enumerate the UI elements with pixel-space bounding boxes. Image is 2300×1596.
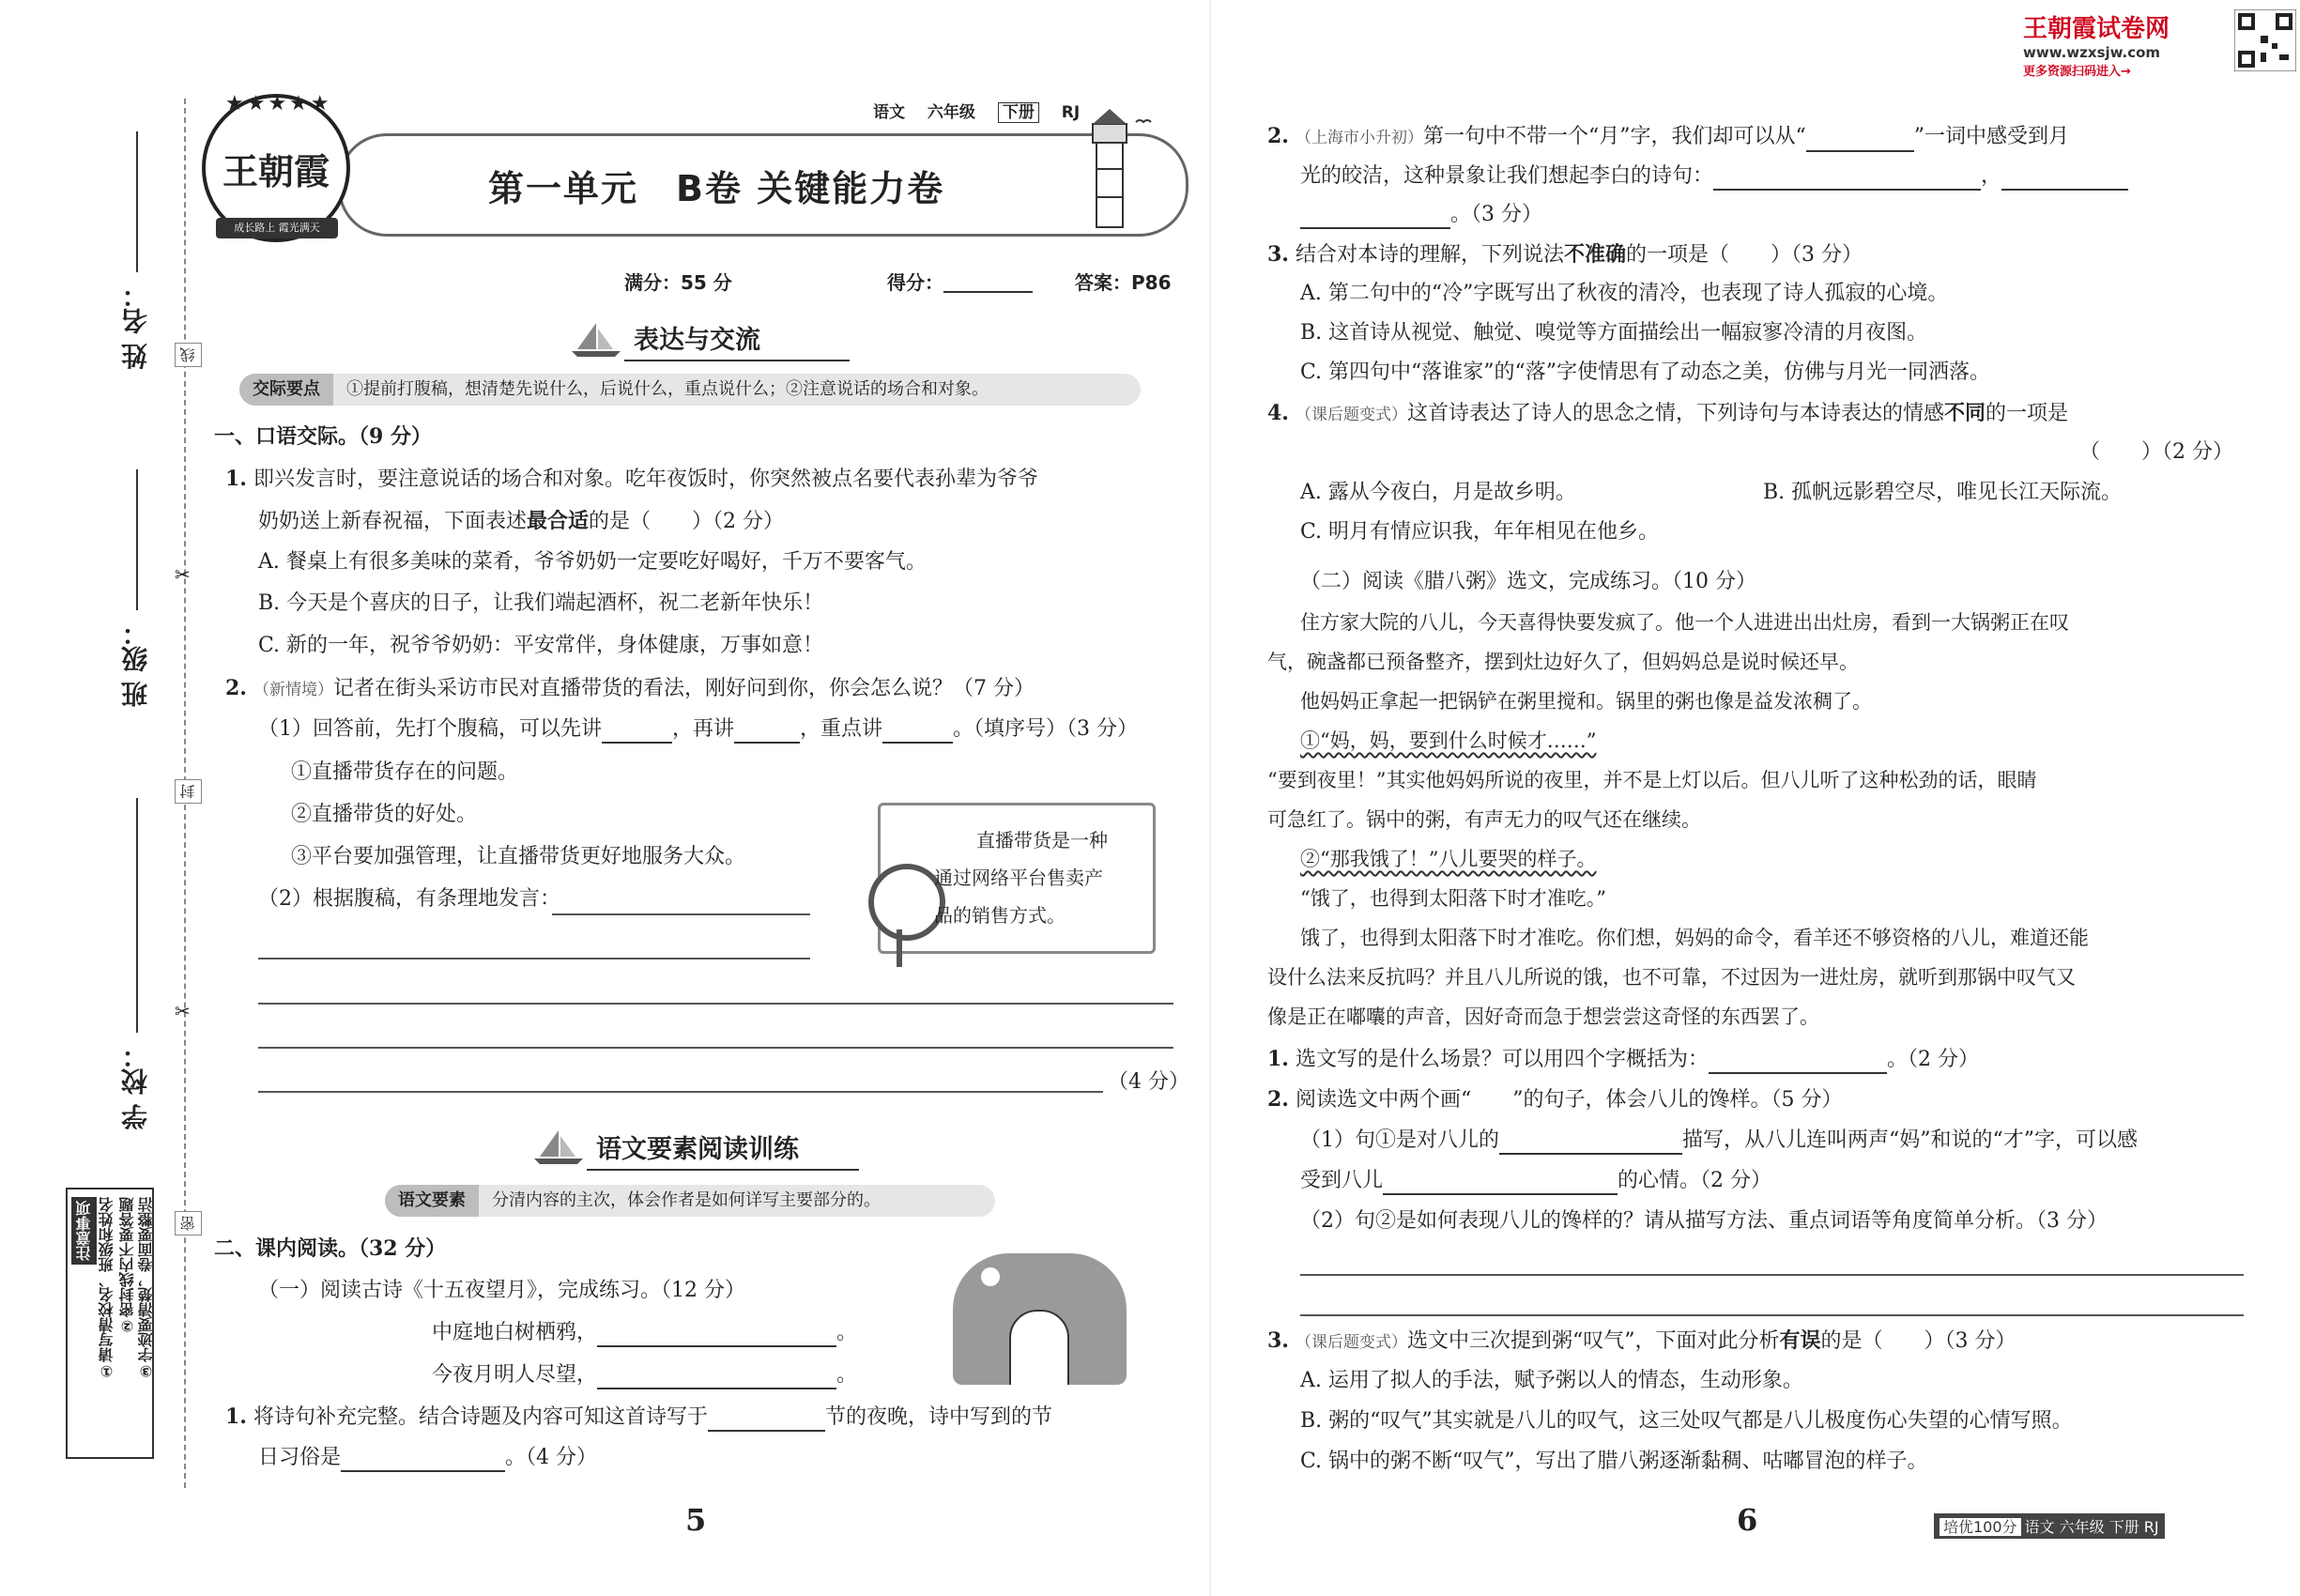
- footer-tag: [1934, 1513, 2165, 1539]
- question-text: 2. （上海市小升初）第一句中不带一个“月”字，我们却可以从“ ”一词中感受到月: [1267, 122, 2069, 152]
- class-field[interactable]: [136, 469, 138, 610]
- passage-line: 设什么法来反抗吗？并且八儿所说的饿，也不可靠，不过因为一进灶房，就听到那锅中叹气又: [1267, 966, 2076, 989]
- passage-line: 饿了，也得到太阳落下时才准吃。你们想，妈妈的命令，看羊还不够资格的八儿，难道还能: [1300, 927, 2089, 949]
- page-title: 第一单元 B卷 关键能力卷: [488, 168, 945, 209]
- qr-code-icon[interactable]: [2234, 9, 2296, 71]
- section-title: [596, 1128, 799, 1165]
- edition: RJ: [1061, 103, 1081, 122]
- question-text: 1. 选文写的是什么场景？可以用四个字概括为： 。（2 分）: [1267, 1045, 1979, 1074]
- tip-text: 分清内容的主次，体会作者是如何详写主要部分的。: [492, 1190, 881, 1210]
- passage-line: 他妈妈正拿起一把锅铲在粥里搅和。锅里的粥也像是益发浓稠了。: [1300, 690, 1872, 713]
- full-score: 满分：55 分: [624, 271, 732, 294]
- logo-motto: 成长路上 霞光满天: [216, 218, 338, 238]
- stand-icon: [897, 929, 902, 967]
- list-item: ②直播带货的好处。: [291, 803, 478, 826]
- brand-slogan: 更多资源扫码进入→: [2023, 65, 2131, 79]
- question-heading: 二、课内阅读。（32 分）: [214, 1236, 447, 1261]
- passage-line: 住方家大院的八儿，今天喜得快要发疯了。他一个人进进出出灶房，看到一大锅粥正在叹: [1300, 611, 2069, 634]
- score-note: （4 分）: [1108, 1070, 1189, 1094]
- sailboat-icon: [568, 319, 624, 359]
- tip-bar: [239, 374, 1141, 406]
- tip-tag: 语文要素: [385, 1185, 479, 1217]
- footer-series: 培优100分: [1940, 1518, 2021, 1536]
- question-text: （1）句①是对八儿的 描写，从八儿连叫两声“妈”和说的“才”字，可以感: [1300, 1127, 2138, 1155]
- tip-tag: 交际要点: [239, 374, 333, 406]
- question-text: 。（3 分）: [1300, 201, 1542, 229]
- cut-mark: 封: [175, 779, 202, 804]
- brand-name: 王朝霞试卷网: [2023, 15, 2170, 43]
- passage-line: “要到夜里！”其实他妈妈所说的夜里，并不是上灯以后。但八儿听了这种松劲的话，眼睛: [1267, 769, 2037, 791]
- answer-line[interactable]: [552, 913, 810, 915]
- passage-line-marked: ②“那我饿了！”八儿要哭的样子。: [1300, 848, 1597, 870]
- class-label: 班 级：: [120, 620, 151, 708]
- poem-line: 中庭地白树栖鸦， 。: [432, 1319, 857, 1347]
- school-label: 学 校：: [120, 1042, 151, 1130]
- star-icon: ★★★★★: [225, 92, 332, 115]
- question-text: （2）句②是如何表现八儿的馋样的？请从描写方法、重点词语等角度简单分析。（3 分）: [1300, 1209, 2108, 1233]
- brand: [2023, 9, 2170, 79]
- passage-line: 可急红了。锅中的粥，有声无力的叹气还在继续。: [1267, 808, 1701, 831]
- option-b[interactable]: B. 今天是个喜庆的日子，让我们端起酒杯，祝二老新年快乐！: [258, 591, 824, 615]
- option-b[interactable]: B. 粥的“叹气”其实就是八儿的叹气，这三处叹气都是八儿极度伤心失望的心情写照。: [1300, 1409, 2073, 1433]
- question-heading: （二）阅读《腊八粥》选文，完成练习。（10 分）: [1300, 570, 1756, 593]
- option-b[interactable]: B. 孤帆远影碧空尽，唯见长江天际流。: [1763, 481, 2123, 504]
- option-a[interactable]: A. 露从今夜白，月是故乡明。: [1300, 481, 1576, 504]
- passage-line-marked: ①“妈，妈，要到什么时候才……”: [1300, 729, 1597, 752]
- brand-url[interactable]: www.wzxsjw.com: [2023, 44, 2161, 61]
- question-text: 光的皎洁，这种景象让我们想起李白的诗句： ，: [1300, 162, 2128, 191]
- section-title-text: 语文要素阅读训练: [596, 1135, 799, 1164]
- note-item: ②密封线内不要答题: [118, 1197, 136, 1335]
- poem-line: 今夜月明人尽望， 。: [432, 1361, 857, 1389]
- question-text: （1）回答前，先打个腹稿，可以先讲 ，再讲 ，重点讲 。（填序号）（3 分）: [258, 715, 1138, 744]
- name-field[interactable]: [136, 131, 138, 272]
- scissors-icon: ✂: [175, 563, 191, 586]
- question-text: 日习俗是 。（4 分）: [258, 1444, 597, 1472]
- score-field[interactable]: [943, 291, 1033, 293]
- tip-text: ①提前打腹稿，想清楚先说什么，后说什么，重点说什么；②注意说话的场合和对象。: [346, 379, 989, 399]
- answer-line[interactable]: [258, 1003, 1173, 1005]
- notes-box: [66, 1188, 154, 1459]
- passage-line: 气，碗盏都已预备整齐，摆到灶边好久了，但妈妈总是说时候还早。: [1267, 651, 1859, 673]
- option-c[interactable]: C. 锅中的粥不断“叹气”，写出了腊八粥逐渐黏稠、咕嘟冒泡的样子。: [1300, 1450, 1928, 1473]
- note-item: ③字迹要清楚，卷面要整洁: [137, 1197, 155, 1380]
- question-text: 2. （新情境）记者在街头采访市民对直播带货的看法，刚好问到你，你会怎么说？（7 分）: [225, 676, 1035, 700]
- answer-line[interactable]: [258, 1091, 1103, 1093]
- question-text: （2）根据腹稿，有条理地发言：: [258, 887, 560, 911]
- question-text: 3. 结合对本诗的理解，下列说法不准确的一项是（ ）（3 分）: [1267, 242, 1863, 267]
- question-text: 1. 将诗句补充完整。结合诗题及内容可知这首诗写于 节的夜晚，诗中写到的节: [225, 1403, 1052, 1432]
- footer-info: 语文 六年级 下册 RJ: [2024, 1518, 2159, 1536]
- answer-ref: 答案：P86: [1075, 271, 1172, 294]
- answer-line[interactable]: [1300, 1274, 2244, 1276]
- sailboat-icon: [530, 1127, 587, 1166]
- option-c[interactable]: C. 第四句中“落谁家”的“落”字使情思有了动态之美，仿佛与月光一同洒落。: [1300, 361, 1991, 384]
- tip-bar: [385, 1185, 995, 1217]
- question-text: 3. （课后题变式）选文中三次提到粥“叹气”，下面对此分析有误的是（ ）（3 分）: [1267, 1328, 2016, 1353]
- option-a[interactable]: A. 第二句中的“冷”字既写出了秋夜的清冷，也表现了诗人孤寂的心境。: [1300, 282, 1949, 305]
- question-text: 受到八儿 的心情。（2 分）: [1300, 1167, 1771, 1195]
- option-c[interactable]: C. 新的一年，祝爷爷奶奶：平安常伴，身体健康，万事如意！: [258, 634, 824, 657]
- section-title-text: 表达与交流: [634, 326, 760, 355]
- grade: 六年级: [927, 103, 975, 122]
- name-label: 姓 名：: [120, 282, 151, 370]
- option-b[interactable]: B. 这首诗从视觉、触觉、嗅觉等方面描绘出一幅寂寥冷清的月夜图。: [1300, 321, 1928, 345]
- volume: 下册: [998, 102, 1039, 123]
- question-text: 4. （课后题变式）这首诗表达了诗人的思念之情，下列诗句与本诗表达的情感不同的一项是: [1267, 401, 2069, 425]
- cut-mark: 密: [175, 1211, 202, 1235]
- subject-tags: [873, 99, 1096, 122]
- moon-icon: [981, 1267, 1000, 1286]
- page-number: 6: [1737, 1502, 1758, 1538]
- score-label: 得分：: [887, 271, 943, 294]
- right-page: [1211, 0, 2300, 1596]
- option-c[interactable]: C. 明月有情应识我，年年相见在他乡。: [1300, 520, 1660, 544]
- section-underline: [624, 360, 850, 361]
- question-heading: 一、口语交际。（9 分）: [214, 424, 432, 449]
- moon-illustration: [953, 1253, 1127, 1385]
- answer-line[interactable]: [258, 958, 810, 959]
- lighthouse-icon: [1080, 103, 1183, 235]
- option-a[interactable]: A. 餐桌上有很多美味的菜肴，爷爷奶奶一定要吃好喝好，千万不要客气。: [258, 550, 927, 574]
- question-text: （一）阅读古诗《十五夜望月》，完成练习。（12 分）: [258, 1279, 745, 1302]
- answer-line[interactable]: [1300, 1314, 2244, 1316]
- figure-icon: [1009, 1310, 1069, 1385]
- passage-line: 像是正在嘟囔的声音，因好奇而急于想尝尝这奇怪的东西罢了。: [1267, 1005, 1819, 1028]
- answer-line[interactable]: [258, 1047, 1173, 1049]
- school-field[interactable]: [136, 798, 138, 1033]
- list-item: ①直播带货存在的问题。: [291, 760, 519, 784]
- section-underline: [587, 1169, 859, 1171]
- section-title: [634, 319, 760, 356]
- note-item: ①请写清校名、班级和姓名: [98, 1197, 115, 1380]
- question-text: 奶奶送上新春祝福，下面表述最合适的是（ ）（2 分）: [258, 509, 785, 533]
- question-text: 2. 阅读选文中两个画“ ”的句子，体会八儿的馋样。（5 分）: [1267, 1087, 1843, 1112]
- subject: 语文: [873, 103, 905, 122]
- scissors-icon: ✂: [175, 1000, 191, 1022]
- question-text: 1. 即兴发言时，要注意说话的场合和对象。吃年夜饭时，你突然被点名要代表孙辈为爷爷: [225, 467, 1038, 491]
- list-item: ③平台要加强管理，让直播带货更好地服务大众。: [291, 845, 746, 868]
- bubble-text: 通过网络平台售卖产: [934, 867, 1103, 889]
- notes-title: 注意事项: [71, 1197, 97, 1265]
- cut-mark: 线: [175, 343, 202, 367]
- page-number: 5: [685, 1502, 707, 1538]
- score-note: （ ）（2 分）: [2079, 440, 2233, 464]
- logo-text: 王朝霞: [222, 149, 330, 192]
- option-a[interactable]: A. 运用了拟人的手法，赋予粥以人的情态，生动形象。: [1300, 1369, 1803, 1392]
- bubble-text: 品的销售方式。: [934, 904, 1066, 927]
- passage-line: “饿了，也得到太阳落下时才准吃。”: [1300, 887, 1606, 910]
- bubble-text: 直播带货是一种: [976, 829, 1108, 852]
